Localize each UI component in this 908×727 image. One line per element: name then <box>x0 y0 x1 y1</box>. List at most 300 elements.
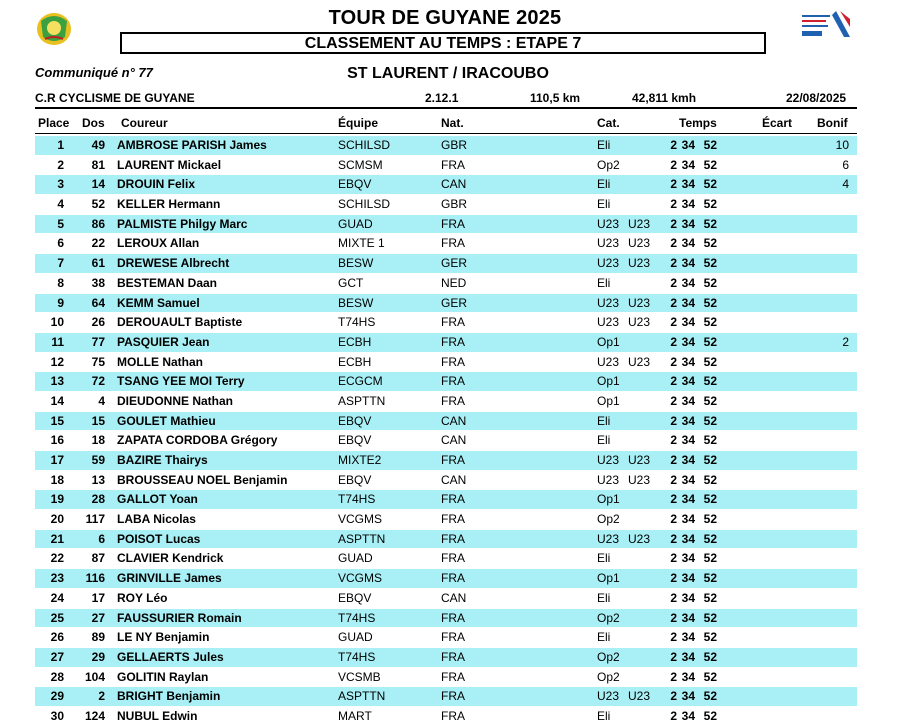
table-row <box>35 707 857 727</box>
table-row <box>35 156 857 176</box>
cell-nat: FRA <box>441 551 465 566</box>
cell-place: 20 <box>50 512 64 527</box>
cell-nat: CAN <box>441 177 467 192</box>
cell-time-seconds: 52 <box>703 610 717 625</box>
cell-nat: CAN <box>441 472 467 487</box>
cell-nat: FRA <box>441 708 465 723</box>
cell-coureur: LABA Nicolas <box>117 512 196 527</box>
cell-dos: 89 <box>91 630 105 645</box>
table-row <box>35 687 857 707</box>
cell-time-minutes: 34 <box>681 334 695 349</box>
cell-time-seconds: 52 <box>703 138 717 152</box>
cell-dos: 22 <box>91 236 105 251</box>
cell-nat: FRA <box>441 571 465 586</box>
cell-cat-sub: U23 <box>628 354 651 369</box>
cell-equipe: GUAD <box>338 551 373 566</box>
cell-time-seconds: 52 <box>703 453 717 467</box>
cell-place: 25 <box>50 610 64 625</box>
cell-equipe: SCMSM <box>338 157 383 172</box>
cell-time-minutes: 34 <box>681 551 695 566</box>
table-row <box>35 569 857 589</box>
col-bonif: Bonif <box>817 116 848 130</box>
cell-time-hours: 2 <box>670 256 677 271</box>
table-row <box>35 333 857 353</box>
cell-nat: FRA <box>441 669 465 684</box>
cell-coureur: ZAPATA CORDOBA Grégory <box>117 433 278 448</box>
cell-dos: 87 <box>91 551 105 566</box>
table-row <box>35 392 857 412</box>
cell-time-seconds: 52 <box>703 433 717 448</box>
cell-time-hours: 2 <box>670 551 677 566</box>
cell-place: 1 <box>57 138 64 152</box>
cell-time-minutes: 34 <box>681 413 695 428</box>
col-cat: Cat. <box>597 116 620 130</box>
cell-nat: FRA <box>441 334 465 349</box>
cell-coureur: PASQUIER Jean <box>117 334 210 349</box>
cell-coureur: LE NY Benjamin <box>117 630 210 645</box>
cell-equipe: T74HS <box>338 315 376 330</box>
table-row <box>35 136 857 156</box>
cell-cat: Eli <box>597 708 611 723</box>
cell-time-seconds: 52 <box>703 551 717 566</box>
cell-dos: 124 <box>84 708 105 723</box>
cell-nat: FRA <box>441 492 465 507</box>
cell-cat-sub: U23 <box>628 295 651 310</box>
cell-equipe: BESW <box>338 295 374 310</box>
cell-cat: U23 <box>597 256 620 271</box>
cell-coureur: BRIGHT Benjamin <box>117 689 221 704</box>
cell-coureur: LAURENT Mickael <box>117 157 222 172</box>
cell-place: 15 <box>50 413 64 428</box>
cell-nat: FRA <box>441 630 465 645</box>
cell-nat: GBR <box>441 197 468 212</box>
cell-time-minutes: 34 <box>681 571 695 586</box>
cell-cat: Op1 <box>597 393 620 408</box>
cell-dos: 59 <box>91 453 105 467</box>
cell-place: 19 <box>50 492 64 507</box>
cell-time-seconds: 52 <box>703 216 717 231</box>
cell-cat: U23 <box>597 236 620 251</box>
cell-time-minutes: 34 <box>681 453 695 467</box>
cell-cat: Eli <box>597 433 611 448</box>
cell-time-hours: 2 <box>670 413 677 428</box>
cell-place: 7 <box>57 256 64 271</box>
cell-time-minutes: 34 <box>681 433 695 448</box>
cell-cat: Eli <box>597 275 611 290</box>
cell-cat: U23 <box>597 472 620 487</box>
cell-place: 5 <box>57 216 64 231</box>
cell-time-minutes: 34 <box>681 374 695 389</box>
cell-dos: 29 <box>91 649 105 664</box>
cell-coureur: GRINVILLE James <box>117 571 222 586</box>
cell-place: 23 <box>50 571 64 586</box>
cell-place: 17 <box>50 453 64 467</box>
cell-nat: FRA <box>441 236 465 251</box>
cell-place: 18 <box>50 472 64 487</box>
table-row <box>35 215 857 235</box>
cell-equipe: ECBH <box>338 354 372 369</box>
cell-place: 11 <box>51 334 64 349</box>
cell-cat-sub: U23 <box>628 216 651 231</box>
cell-place: 14 <box>50 393 64 408</box>
stage-distance: 110,5 km <box>530 91 581 105</box>
page-title: TOUR DE GUYANE 2025 <box>328 7 562 29</box>
cell-time-hours: 2 <box>670 157 677 172</box>
cell-equipe: VCSMB <box>338 669 381 684</box>
cell-equipe: EBQV <box>338 177 372 192</box>
cell-time-hours: 2 <box>670 334 677 349</box>
table-row <box>35 549 857 569</box>
cell-equipe: EBQV <box>338 590 372 605</box>
cell-time-seconds: 52 <box>703 374 717 389</box>
cell-time-hours: 2 <box>670 669 677 684</box>
cell-dos: 38 <box>91 275 105 290</box>
cell-time-minutes: 34 <box>681 138 695 152</box>
cell-coureur: GOULET Mathieu <box>117 413 216 428</box>
cell-coureur: KEMM Samuel <box>117 295 200 310</box>
cell-time-seconds: 52 <box>703 256 717 271</box>
col-temps: Temps <box>679 116 717 130</box>
cell-time-seconds: 52 <box>703 393 717 408</box>
table-row <box>35 668 857 688</box>
cell-cat: U23 <box>597 315 620 330</box>
cell-coureur: DIEUDONNE Nathan <box>117 393 234 408</box>
race-code: 2.12.1 <box>425 91 459 105</box>
cell-place: 29 <box>50 689 64 704</box>
cell-equipe: ASPTTN <box>338 531 386 546</box>
cell-time-hours: 2 <box>670 295 677 310</box>
table-row <box>35 431 857 451</box>
table-row <box>35 412 857 432</box>
cell-dos: 17 <box>91 590 105 605</box>
cell-dos: 18 <box>91 433 105 448</box>
average-speed: 42,811 kmh <box>632 91 697 105</box>
cell-time-minutes: 34 <box>681 216 695 231</box>
cell-time-seconds: 52 <box>703 315 717 330</box>
cell-time-hours: 2 <box>670 610 677 625</box>
table-row <box>35 313 857 333</box>
cell-dos: 81 <box>91 157 105 172</box>
cell-coureur: BAZIRE Thairys <box>117 453 208 467</box>
cell-time-seconds: 52 <box>703 177 717 192</box>
cell-time-hours: 2 <box>670 216 677 231</box>
cell-place: 10 <box>50 315 64 330</box>
cell-place: 9 <box>57 295 64 310</box>
cell-equipe: GUAD <box>338 216 373 231</box>
table-row <box>35 628 857 648</box>
cell-equipe: GUAD <box>338 630 373 645</box>
cell-nat: CAN <box>441 590 467 605</box>
cell-equipe: T74HS <box>338 610 376 625</box>
cell-nat: GBR <box>441 138 468 152</box>
cell-nat: FRA <box>441 453 465 467</box>
cell-dos: 14 <box>91 177 105 192</box>
cell-nat: FRA <box>441 531 465 546</box>
cell-time-minutes: 34 <box>681 630 695 645</box>
cell-cat-sub: U23 <box>628 315 651 330</box>
cell-dos: 13 <box>91 472 105 487</box>
table-row <box>35 510 857 530</box>
cell-cat: Eli <box>597 590 611 605</box>
cell-equipe: MART <box>338 708 372 723</box>
cell-nat: GER <box>441 295 468 310</box>
cell-time-seconds: 52 <box>703 354 717 369</box>
cell-place: 3 <box>57 177 64 192</box>
cell-time-seconds: 52 <box>703 531 717 546</box>
cell-cat-sub: U23 <box>628 531 651 546</box>
cell-time-hours: 2 <box>670 393 677 408</box>
cell-time-hours: 2 <box>670 177 677 192</box>
cell-dos: 26 <box>91 315 105 330</box>
cell-time-seconds: 52 <box>703 472 717 487</box>
cell-time-hours: 2 <box>670 630 677 645</box>
cell-cat: Op2 <box>597 512 620 527</box>
cell-nat: FRA <box>441 157 465 172</box>
cell-nat: FRA <box>441 216 465 231</box>
cell-time-hours: 2 <box>670 708 677 723</box>
cell-time-minutes: 34 <box>681 689 695 704</box>
cell-time-hours: 2 <box>670 590 677 605</box>
cell-dos: 116 <box>85 571 105 586</box>
table-row <box>35 274 857 294</box>
cell-time-minutes: 34 <box>681 590 695 605</box>
cell-place: 22 <box>50 551 64 566</box>
cell-equipe: EBQV <box>338 472 372 487</box>
cell-equipe: EBQV <box>338 413 372 428</box>
cell-place: 28 <box>50 669 64 684</box>
cell-time-seconds: 52 <box>703 630 717 645</box>
cell-nat: FRA <box>441 689 465 704</box>
cell-time-hours: 2 <box>670 236 677 251</box>
col-ecart: Écart <box>762 116 793 130</box>
cell-time-seconds: 52 <box>703 295 717 310</box>
cell-dos: 6 <box>98 531 105 546</box>
cell-nat: FRA <box>441 374 465 389</box>
cell-time-seconds: 52 <box>703 275 717 290</box>
cell-cat-sub: U23 <box>628 689 651 704</box>
cell-place: 26 <box>50 630 64 645</box>
cell-time-seconds: 52 <box>703 689 717 704</box>
cell-cat: U23 <box>597 216 620 231</box>
column-divider <box>35 133 857 134</box>
cell-time-minutes: 34 <box>681 472 695 487</box>
cell-time-seconds: 52 <box>703 708 717 723</box>
table-row <box>35 490 857 510</box>
cell-dos: 72 <box>91 374 105 389</box>
cell-bonif: 4 <box>842 177 849 192</box>
cell-equipe: ASPTTN <box>338 393 386 408</box>
cell-equipe: SCHILSD <box>338 138 391 152</box>
cell-equipe: EBQV <box>338 433 372 448</box>
cell-equipe: MIXTE 1 <box>338 236 385 251</box>
cell-coureur: BROUSSEAU NOEL Benjamin <box>117 472 288 487</box>
cell-time-seconds: 52 <box>703 571 717 586</box>
cell-dos: 28 <box>91 492 105 507</box>
cell-time-minutes: 34 <box>681 610 695 625</box>
table-row <box>35 471 857 491</box>
cell-place: 2 <box>57 157 64 172</box>
cell-cat: U23 <box>597 354 620 369</box>
cell-coureur: DREWESE Albrecht <box>117 256 230 271</box>
cell-place: 27 <box>50 649 64 664</box>
cell-equipe: SCHILSD <box>338 197 391 212</box>
cell-time-seconds: 52 <box>703 197 717 212</box>
cell-time-hours: 2 <box>670 492 677 507</box>
cell-place: 16 <box>50 433 64 448</box>
cell-dos: 61 <box>91 256 105 271</box>
cell-time-seconds: 52 <box>703 157 717 172</box>
cell-equipe: VCGMS <box>338 571 383 586</box>
table-row <box>35 195 857 215</box>
cell-coureur: DEROUAULT Baptiste <box>117 315 243 330</box>
col-coureur: Coureur <box>121 116 168 130</box>
organizer: C.R CYCLISME DE GUYANE <box>35 91 195 105</box>
cell-dos: 75 <box>91 354 105 369</box>
cell-place: 8 <box>57 275 64 290</box>
cell-time-minutes: 34 <box>681 157 695 172</box>
cell-coureur: ROY Léo <box>117 590 168 605</box>
cell-cat: U23 <box>597 453 620 467</box>
cell-time-hours: 2 <box>670 275 677 290</box>
cell-coureur: CLAVIER Kendrick <box>117 551 224 566</box>
cell-nat: NED <box>441 275 467 290</box>
cell-time-hours: 2 <box>670 689 677 704</box>
cell-cat: Eli <box>597 551 611 566</box>
classification-title: CLASSEMENT AU TEMPS : ETAPE 7 <box>120 32 766 54</box>
cell-cat: Op2 <box>597 157 620 172</box>
cell-time-seconds: 52 <box>703 334 717 349</box>
table-row <box>35 609 857 629</box>
cell-time-minutes: 34 <box>681 669 695 684</box>
cell-place: 4 <box>57 197 64 212</box>
cell-coureur: MOLLE Nathan <box>117 354 203 369</box>
cell-time-hours: 2 <box>670 315 677 330</box>
cell-cat: Op1 <box>597 334 620 349</box>
cell-coureur: GOLITIN Raylan <box>117 669 209 684</box>
cell-cat: Eli <box>597 413 611 428</box>
cell-dos: 49 <box>91 138 105 152</box>
table-row <box>35 353 857 373</box>
cell-cat: Eli <box>597 630 611 645</box>
cell-dos: 15 <box>91 413 105 428</box>
cell-dos: 4 <box>98 393 105 408</box>
cell-time-seconds: 52 <box>703 492 717 507</box>
cell-cat: Op1 <box>597 492 620 507</box>
cell-bonif: 10 <box>835 138 849 152</box>
cell-dos: 2 <box>98 689 105 704</box>
cell-cat: Eli <box>597 197 611 212</box>
cell-coureur: LEROUX Allan <box>117 236 200 251</box>
table-row <box>35 175 857 195</box>
cell-time-hours: 2 <box>670 472 677 487</box>
cell-time-minutes: 34 <box>681 256 695 271</box>
cell-cat: Op1 <box>597 571 620 586</box>
cell-coureur: AMBROSE PARISH James <box>117 138 267 152</box>
table-row <box>35 294 857 314</box>
cell-cat: U23 <box>597 295 620 310</box>
cell-time-minutes: 34 <box>681 295 695 310</box>
cell-place: 13 <box>50 374 64 389</box>
cell-nat: FRA <box>441 315 465 330</box>
cell-nat: CAN <box>441 413 467 428</box>
cell-coureur: DROUIN Felix <box>117 177 196 192</box>
cell-place: 12 <box>50 354 64 369</box>
cell-equipe: MIXTE2 <box>338 453 382 467</box>
cell-time-hours: 2 <box>670 512 677 527</box>
cell-cat-sub: U23 <box>628 256 651 271</box>
cell-cat: Eli <box>597 177 611 192</box>
cell-equipe: T74HS <box>338 649 376 664</box>
col-dos: Dos <box>82 116 105 130</box>
cell-dos: 86 <box>91 216 105 231</box>
cell-equipe: T74HS <box>338 492 376 507</box>
cell-time-minutes: 34 <box>681 236 695 251</box>
cell-coureur: GELLAERTS Jules <box>117 649 224 664</box>
header-divider <box>35 107 857 109</box>
cell-coureur: PALMISTE Philgy Marc <box>117 216 248 231</box>
cell-cat-sub: U23 <box>628 236 651 251</box>
cell-cat: Op2 <box>597 669 620 684</box>
cell-cat: U23 <box>597 689 620 704</box>
cell-nat: GER <box>441 256 468 271</box>
table-row <box>35 451 857 471</box>
cell-place: 24 <box>50 590 64 605</box>
cell-dos: 117 <box>85 512 105 527</box>
stage-date: 22/08/2025 <box>786 91 847 105</box>
cell-time-hours: 2 <box>670 453 677 467</box>
table-row <box>35 648 857 668</box>
cell-time-hours: 2 <box>670 354 677 369</box>
cell-equipe: ECBH <box>338 334 372 349</box>
cell-time-seconds: 52 <box>703 236 717 251</box>
cell-dos: 52 <box>91 197 105 212</box>
cell-nat: FRA <box>441 393 465 408</box>
cell-equipe: GCT <box>338 275 364 290</box>
cell-cat: Op2 <box>597 649 620 664</box>
cell-coureur: GALLOT Yoan <box>117 492 198 507</box>
cell-time-seconds: 52 <box>703 512 717 527</box>
cell-time-minutes: 34 <box>681 177 695 192</box>
cell-coureur: NUBUL Edwin <box>117 708 198 723</box>
cell-time-minutes: 34 <box>681 197 695 212</box>
cell-time-hours: 2 <box>670 374 677 389</box>
table-row <box>35 372 857 392</box>
cell-dos: 77 <box>91 334 105 349</box>
cell-coureur: TSANG YEE MOI Terry <box>117 374 245 389</box>
cell-time-minutes: 34 <box>681 315 695 330</box>
cell-dos: 64 <box>91 295 105 310</box>
cell-cat: Op1 <box>597 374 620 389</box>
cell-cat-sub: U23 <box>628 472 651 487</box>
cell-time-hours: 2 <box>670 197 677 212</box>
cell-time-seconds: 52 <box>703 649 717 664</box>
cell-dos: 104 <box>84 669 105 684</box>
results-table <box>35 136 857 727</box>
cell-cat-sub: U23 <box>628 453 651 467</box>
cell-time-minutes: 34 <box>681 512 695 527</box>
cell-equipe: VCGMS <box>338 512 383 527</box>
cell-time-minutes: 34 <box>681 708 695 723</box>
cell-time-minutes: 34 <box>681 354 695 369</box>
cell-nat: FRA <box>441 649 465 664</box>
cell-equipe: ASPTTN <box>338 689 386 704</box>
cell-time-minutes: 34 <box>681 275 695 290</box>
table-row <box>35 589 857 609</box>
table-row <box>35 254 857 274</box>
cell-nat: FRA <box>441 354 465 369</box>
cell-time-hours: 2 <box>670 433 677 448</box>
cell-nat: FRA <box>441 512 465 527</box>
